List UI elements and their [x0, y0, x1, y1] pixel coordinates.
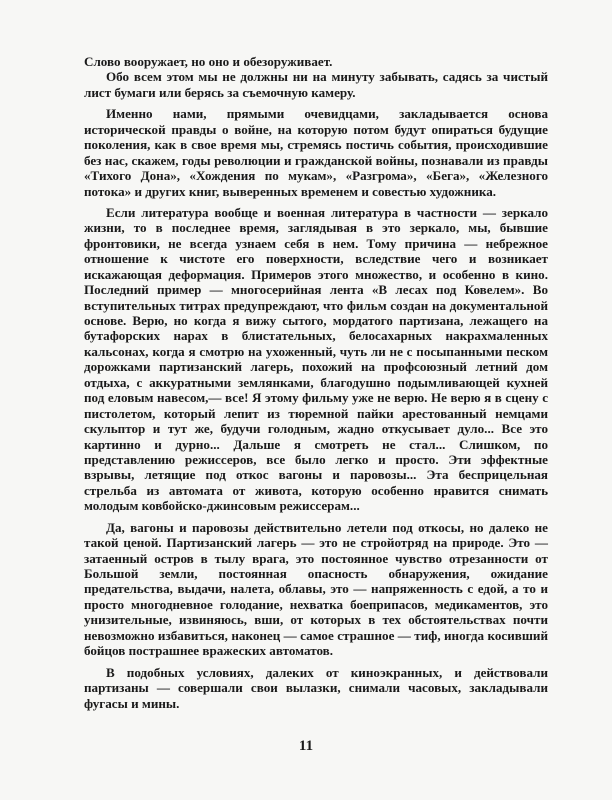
paragraph-5: Да, вагоны и паровозы действительно летели под откосы, но далеко не такой ценой. Партизанский лагерь — это не стройотряд на природе. Это — затаенный остров в тылу врага, это постоянное чувство отрезанности от Большой земли, постоянная опасность обнаружения, ожидание предательства, выдачи, налета, облавы, это — напряженность с едой, а то и просто многодневное голодание, нехватка боеприпасов, медикаментов, это унизительные, извиняюсь, вши, от которых в тех обстоятельствах почти невозможно избавиться, наконец — самое страшное — тиф, иногда косивший бойцов пострашнее вражеских автоматов. — [84, 519, 548, 659]
body-text — [84, 54, 548, 711]
page-number: 11 — [298, 738, 314, 754]
paragraph-3: Именно нами, прямыми очевидцами, закладывается основа исторической правды о войне, на которую потом будут опираться будущие поколения, как в свое время мы, стремясь постичь события, происходившие без нас, скажем, годы революции и гражданской войны, познавали из правды «Тихого Дона», «Хождения по мукам», «Разгрома», «Бега», «Железного потока» и других книг, выверенных временем и совестью художника. — [84, 106, 548, 199]
paragraph-1: Слово вооружает, но оно и обезоруживает. — [84, 54, 333, 69]
paragraph-6: В подобных условиях, далеких от киноэкранных, и действовали партизаны — совершали свои вылазки, снимали часовых, закладывали фугасы и мины. — [84, 664, 548, 711]
paragraph-4: Если литература вообще и военная литература в частности — зеркало жизни, то в последнее время, заглядывая в это зеркало, мы, бывшие фронтовики, не всегда узнаем себя в нем. Тому причина — небрежное отношение к чистоте его поверхности, вследствие чего и возникает искажающая деформация. Примеров этого множество, и особенно в кино. Последний пример — многосерийная лента «В лесах под Ковелем». Во вступительных титрах предупреждают, что фильм создан на документальной основе. Верю, но когда я вижу сытого, мордатого партизана, лежащего на бутафорских нарах в блистательных, белосахарных накрахмаленных кальсонах, когда я смотрю на ухоженный, чуть ли не с посыпанными песком дорожками партизанский лагерь, похожий на профсоюзный летний дом отдыха, с аккуратными землянками, благодушно подымливающей кухней под еловым навесом,— все! Я этому фильму уже не верю. Не верю я в сцену с пистолетом, который лепит из тюремной пайки арестованный немцами скульптор и тут же, будучи голодным, жадно откусывает дуло... Все это картинно и дурно... Дальше я смотреть не стал... Слишком, по представлению режиссеров, все было легко и просто. Эти эффектные взрывы, летящие под откос вагоны и паровозы... Эта бесприцельная стрельба из автомата от живота, которую особенно нравится снимать молодым ковбойско-джинсовым режиссерам... — [84, 204, 548, 514]
paragraph-2: Обо всем этом мы не должны ни на минуту забывать, садясь за чистый лист бумаги или берясь за съемочную камеру. — [84, 69, 548, 100]
